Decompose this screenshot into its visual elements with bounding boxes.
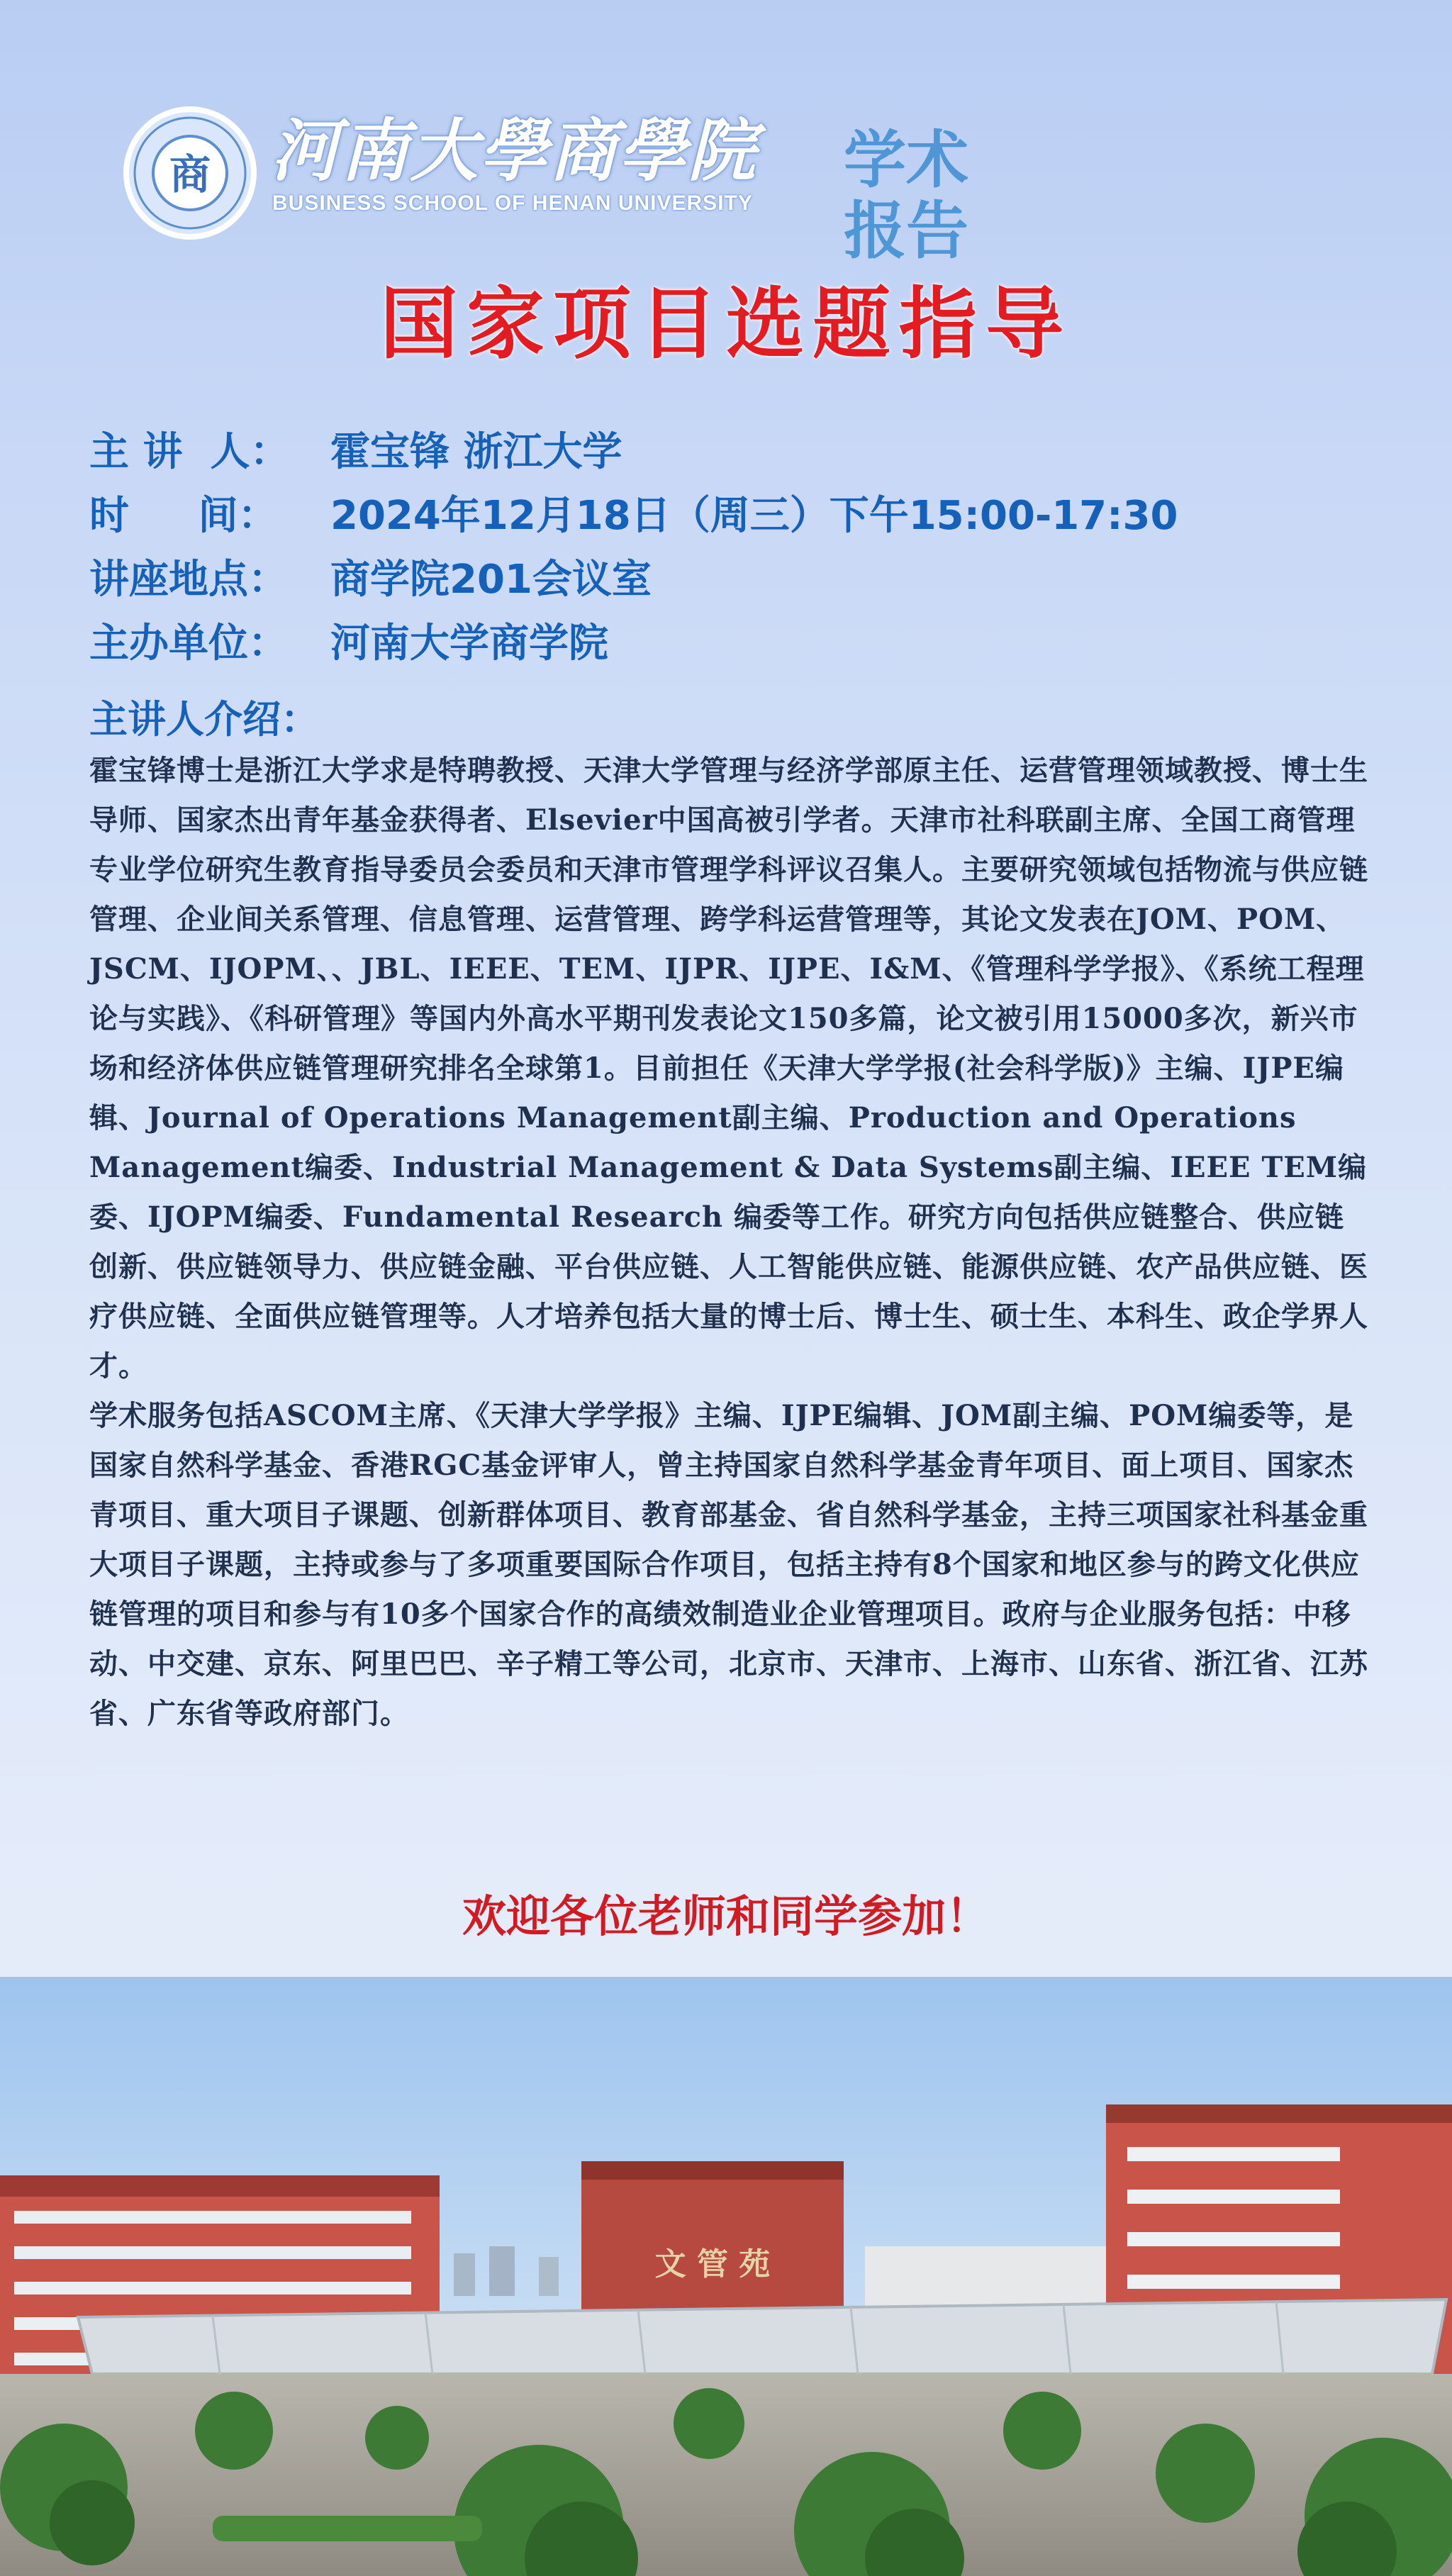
speaker-label: 主 讲 人： [89,429,290,475]
speaker-bio [89,746,1373,1739]
building-sign: 文 管 苑 [654,2246,771,2282]
location-row [89,545,1366,608]
time-value: 2024年12月18日（周三）下午15:00-17:30 [330,493,1178,539]
school-name-english: BUSINESS SCHOOL OF HENAN UNIVERSITY [272,191,753,215]
location-value: 商学院201会议室 [330,557,652,603]
school-seal-logo [122,105,258,241]
time-label: 时 间： [89,493,278,539]
seal-character: 商 [169,150,211,199]
event-info [89,417,1366,672]
speaker-row [89,417,1366,481]
speaker-bio-heading: 主讲人介绍： [89,697,319,742]
poster-header [122,105,1015,267]
organizer-value: 河南大学商学院 [330,620,608,667]
location-label: 讲座地点： [89,557,288,603]
bio-paragraph: 学术服务包括ASCOM主席、《天津大学学报》主编、IJPE编辑、JOM副主编、POM编委等，是国家自然科学基金、香港RGC基金评审人，曾主持国家自然科学基金青年项目、面上项目、国家杰青项目、重大项目子课题、创新群体项目、教育部基金、省自然科学基金，主持三项国家社科基金重大项目子课题，主持或参与了多项重要国际合作项目，包括主持有8个国家和地区参与的跨文化供应链管理的项目和参与有10多个国家合作的高绩效制造业企业管理项目。政府与企业服务包括：中移动、中交建、京东、阿里巴巴、辛子精工等公司，北京市、天津市、上海市、山东省、浙江省、江苏省、广东省等政府部门。 [89,1399,1368,1730]
campus-photo [0,1977,1452,2576]
school-name: 河南大學商學院 [271,111,757,191]
welcome-message: 欢迎各位老师和同学参加！ [462,1890,990,1942]
lecture-title: 国家项目选题指导 [380,279,1072,369]
bio-paragraph: 霍宝锋博士是浙江大学求是特聘教授、天津大学管理与经济学部原主任、运营管理领域教授、博士生导师、国家杰出青年基金获得者、Elsevier中国高被引学者。天津市社科联副主席、全国工商管理专业学位研究生教育指导委员会委员和天津市管理学科评议召集人。主要研究领域包括物流与供应链管理、企业间关系管理、信息管理、运营管理、跨学科运营管理等，其论文发表在JOM、POM、JSCM、IJOPM、、JBL、IEEE、TEM、IJPR、IJPE、I&M、《管理科学学报》、《系统工程理论与实践》、《科研管理》等国内外高水平期刊发表论文150多篇，论文被引用15000多次，新兴市场和经济体供应链管理研究排名全球第1。目前担任《天津大学学报(社会科学版)》主编、IJPE编辑、Journal of Operations Management副主编、Production and Operations Management编委、Industrial Management & Data Systems副主编、IEEE TEM编委、IJOPM编委、Fundamental Research 编委等工作。研究方向包括供应链整合、供应链创新、供应链领导力、供应链金融、平台供应链、人工智能供应链、能源供应链、农产品供应链、医疗供应链、全面供应链管理等。人才培养包括大量的博士后、博士生、硕士生、本科生、政企学界人才。 [89,754,1368,1383]
organizer-label: 主办单位： [89,620,288,667]
academic-report-label: 学术报告 [844,123,969,267]
time-row [89,481,1366,545]
speaker-value: 霍宝锋 浙江大学 [330,429,622,475]
organizer-row [89,608,1366,672]
